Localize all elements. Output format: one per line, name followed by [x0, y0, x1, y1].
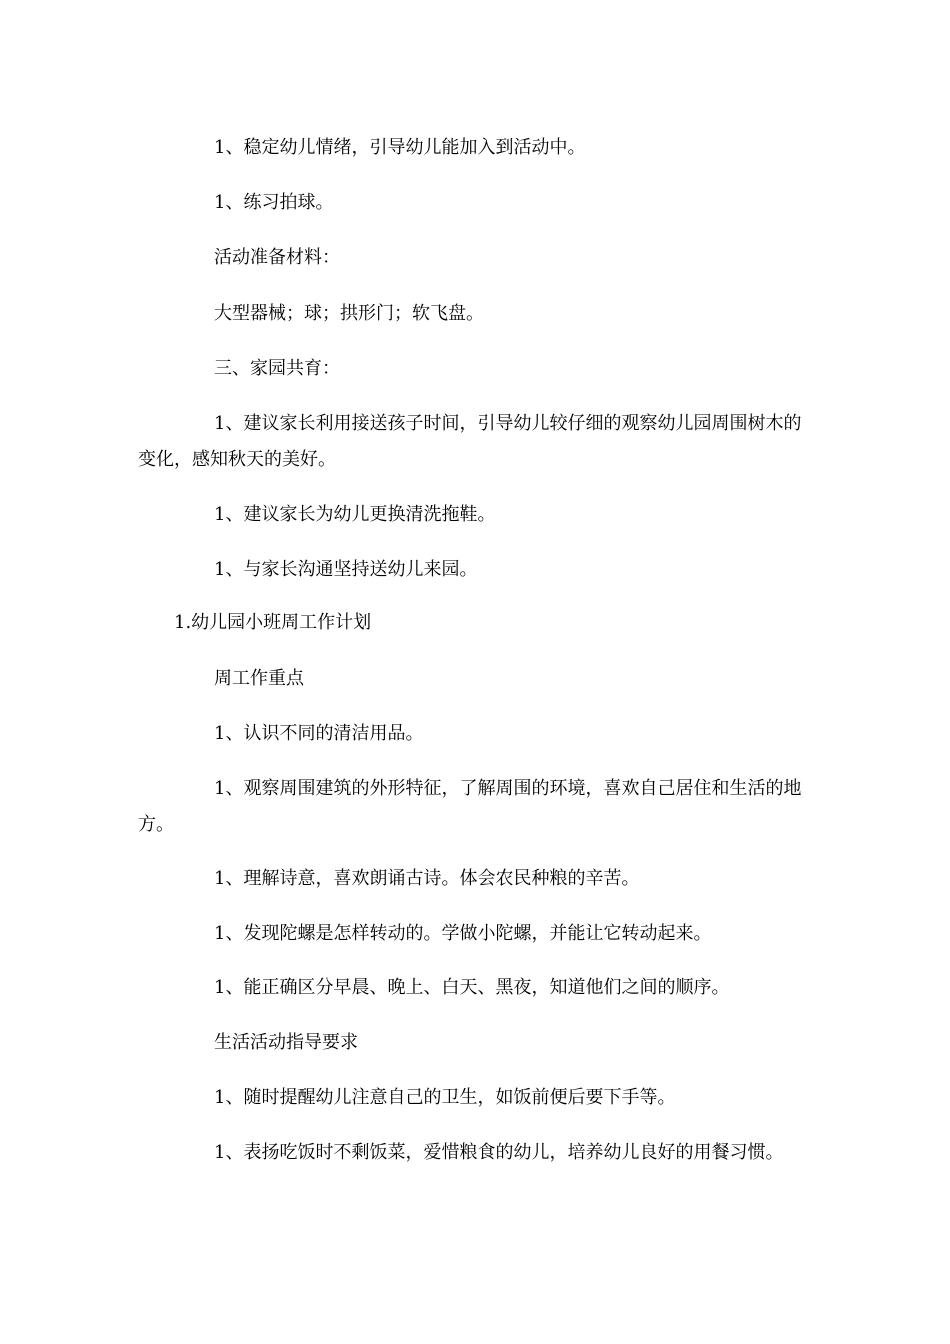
paragraph: 1、建议家长为幼儿更换清洗拖鞋。 — [214, 504, 496, 525]
paragraph: 1、建议家长利用接送孩子时间，引导幼儿较仔细的观察幼儿园周围树木的变化，感知秋天的美好。 — [138, 413, 802, 470]
section-label: 生活活动指导要求 — [214, 1032, 358, 1053]
paragraph: 1、理解诗意，喜欢朗诵古诗。体会农民种粮的辛苦。 — [214, 868, 640, 889]
paragraph: 1、能正确区分早晨、晚上、白天、黑夜，知道他们之间的顺序。 — [214, 977, 730, 998]
paragraph: 1、观察周围建筑的外形特征，了解周围的环境，喜欢自己居住和生活的地方。 — [138, 778, 802, 835]
section-label: 周工作重点 — [214, 668, 304, 689]
section-heading: 三、家园共育： — [214, 358, 340, 379]
paragraph: 1、表扬吃饭时不剩饭菜，爱惜粮食的幼儿，培养幼儿良好的用餐习惯。 — [214, 1142, 784, 1163]
paragraph: 大型器械；球；拱形门；软飞盘。 — [214, 303, 484, 324]
section-label: 活动准备材料： — [214, 247, 340, 268]
document-title: 1.幼儿园小班周工作计划 — [174, 612, 372, 633]
paragraph: 1、认识不同的清洁用品。 — [214, 723, 424, 744]
paragraph: 1、稳定幼儿情绪，引导幼儿能加入到活动中。 — [214, 137, 586, 158]
paragraph: 1、练习拍球。 — [214, 192, 334, 213]
paragraph: 1、随时提醒幼儿注意自己的卫生，如饭前便后要下手等。 — [214, 1087, 676, 1108]
paragraph: 1、发现陀螺是怎样转动的。学做小陀螺，并能让它转动起来。 — [214, 923, 712, 944]
paragraph: 1、与家长沟通坚持送幼儿来园。 — [214, 559, 478, 580]
